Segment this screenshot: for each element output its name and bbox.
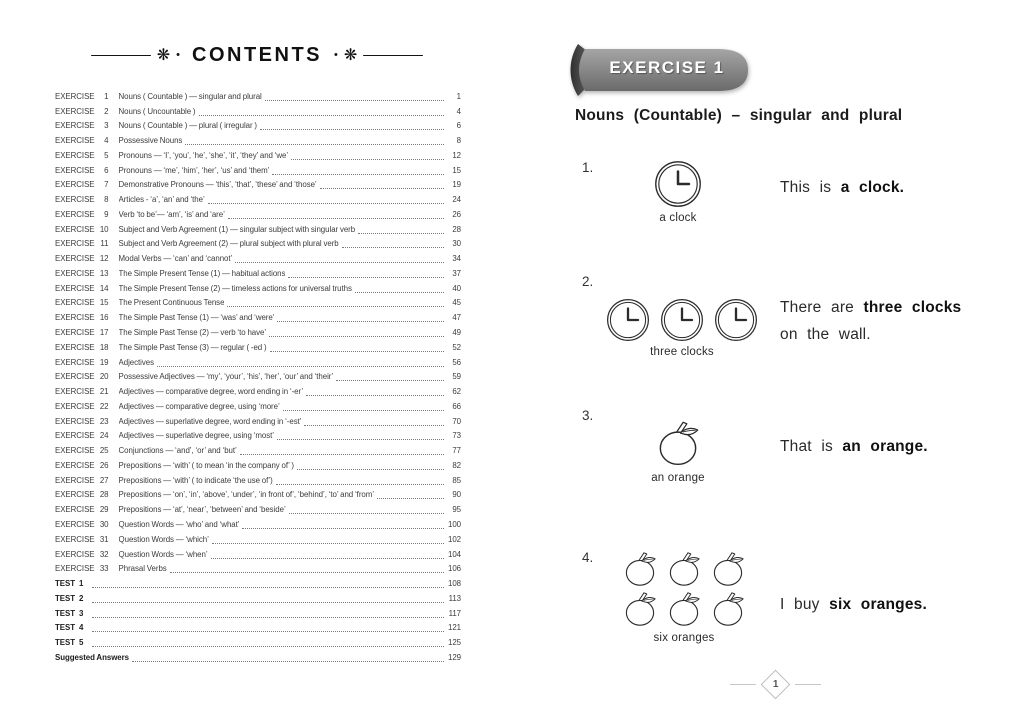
dotted-leader (306, 387, 444, 396)
clock-icon (714, 298, 758, 342)
toc-exercise-title: The Present Continuous Tense (118, 298, 225, 308)
sentence-bold-text: a clock. (840, 179, 905, 196)
toc-exercise-row (55, 560, 461, 575)
orange-icon (663, 588, 705, 628)
toc-exercise-label: EXERCISE (55, 298, 95, 308)
exercise-banner-label: EXERCISE 1 (609, 58, 725, 77)
dotted-leader (170, 564, 444, 573)
toc-page-number: 90 (452, 490, 461, 500)
figure-caption: six oranges (653, 632, 715, 644)
dotted-leader (92, 579, 444, 588)
toc-exercise-label: EXERCISE (55, 342, 95, 352)
dotted-leader (276, 476, 444, 485)
toc-exercise-title: Possessive Nouns (118, 136, 183, 146)
toc-exercise-row (55, 205, 461, 220)
toc-exercise-title: Question Words — ‘which’ (118, 534, 209, 544)
toc-exercise-row (55, 353, 461, 368)
toc-page-number: 47 (452, 313, 461, 323)
lesson-heading: Nouns (Countable) – singular and plural (575, 107, 903, 124)
toc-exercise-number: 1 (104, 91, 109, 101)
toc-test-row (55, 574, 461, 589)
toc-exercise-row (55, 530, 461, 545)
toc-exercise-number: 27 (99, 475, 109, 485)
toc-exercise-number: 2 (104, 106, 109, 116)
toc-page-number: 70 (452, 416, 461, 426)
page-number-diamond (761, 670, 791, 700)
toc-exercise-title: The Simple Present Tense (1) — habitual actions (118, 268, 286, 278)
toc-page-number: 19 (452, 180, 461, 190)
toc-exercise-label: EXERCISE (55, 224, 95, 234)
toc-exercise-title: Adjectives — superlative degree, using ‘most’ (118, 431, 274, 441)
toc-page-number: 59 (452, 372, 461, 382)
exercise-item-1 (580, 158, 1018, 266)
figure-three-clocks (598, 298, 766, 358)
toc-exercise-number: 23 (99, 416, 109, 426)
toc-answers-label: Suggested Answers (55, 652, 129, 662)
toc-exercise-title: Subject and Verb Agreement (2) — plural subject with plural verb (118, 239, 339, 249)
toc-page-number: 8 (456, 136, 461, 146)
page-number: 1 (772, 679, 779, 690)
toc-exercise-number: 31 (99, 534, 109, 544)
toc-page-number: 49 (452, 328, 461, 338)
toc-exercise-label: EXERCISE (55, 357, 95, 367)
dotted-leader (157, 358, 444, 367)
figure-icons (636, 160, 720, 208)
dotted-leader (320, 180, 444, 189)
dotted-leader (272, 166, 444, 175)
toc-page-number: 1 (456, 91, 461, 101)
toc-test-label: TEST (55, 593, 75, 603)
toc-test-label: TEST (55, 638, 75, 648)
toc-test-number: 2 (79, 593, 84, 603)
dotted-leader (240, 446, 444, 455)
toc-exercise-row (55, 500, 461, 515)
toc-exercise-label: EXERCISE (55, 136, 95, 146)
toc-exercise-label: EXERCISE (55, 239, 95, 249)
sentence-text: This is (780, 179, 841, 196)
figure-caption: three clocks (650, 346, 714, 358)
toc-exercise-title: Adjectives (118, 357, 154, 367)
toc-exercise-title: Prepositions — ‘with’ ( to indicate ‘the use of’) (118, 475, 273, 485)
sentence-bold-text: three clocks (863, 299, 962, 316)
toc-exercise-row (55, 294, 461, 309)
dot-ornament-icon: • (334, 49, 338, 61)
toc-exercise-row (55, 117, 461, 132)
orange-icon (707, 548, 749, 588)
toc-exercise-row (55, 131, 461, 146)
snowflake-ornament-icon: ❋ (156, 46, 171, 64)
sentence-bold-text: an orange. (842, 438, 928, 455)
item-number: 1. (582, 160, 594, 175)
toc-exercise-number: 29 (99, 505, 109, 515)
toc-exercise-row (55, 308, 461, 323)
orange-icon (663, 548, 705, 588)
toc-exercise-title: Conjunctions — ‘and’, ‘or’ and ‘but’ (118, 446, 237, 456)
dotted-leader (269, 328, 444, 337)
dotted-leader (342, 239, 444, 248)
toc-exercise-label: EXERCISE (55, 387, 95, 397)
toc-exercise-label: EXERCISE (55, 564, 95, 574)
ornament-line-left (91, 55, 151, 57)
toc-exercise-number: 24 (99, 431, 109, 441)
exercise-item-4 (580, 548, 1018, 676)
toc-exercise-number: 10 (99, 224, 109, 234)
toc-test-label: TEST (55, 608, 75, 618)
toc-exercise-number: 32 (99, 549, 109, 559)
toc-exercise-title: Nouns ( Countable ) — singular and plural (118, 91, 262, 101)
toc-exercise-row (55, 249, 461, 264)
toc-exercise-title: Modal Verbs — ‘can’ and ‘cannot’ (118, 254, 233, 264)
example-sentence (780, 294, 1018, 348)
page-number-line-right (795, 684, 821, 685)
toc-page-number: 30 (452, 239, 461, 249)
toc-test-label: TEST (55, 623, 75, 633)
toc-exercise-row (55, 190, 461, 205)
example-sentence (780, 433, 1018, 460)
toc-answers-row (55, 648, 461, 663)
toc-exercise-number: 26 (99, 460, 109, 470)
toc-exercise-title: Adjectives — comparative degree, word ending in ‘-er’ (118, 387, 304, 397)
toc-exercise-row (55, 471, 461, 486)
toc-test-number: 1 (79, 579, 84, 589)
dotted-leader (208, 195, 444, 204)
dotted-leader (291, 151, 444, 160)
toc-exercise-label: EXERCISE (55, 519, 95, 529)
toc-exercise-title: Phrasal Verbs (118, 564, 167, 574)
toc-exercise-row (55, 412, 461, 427)
ornament-line-right (363, 55, 423, 57)
sentence-bold-text: six oranges. (829, 596, 927, 613)
item-number: 3. (582, 408, 594, 423)
exercise-banner (562, 42, 754, 98)
toc-exercise-row (55, 161, 461, 176)
sentence-text: on the wall. (780, 326, 871, 343)
figure-six-oranges (614, 548, 754, 644)
toc-exercise-row (55, 220, 461, 235)
figure-caption: an orange (651, 472, 705, 484)
toc-exercise-number: 11 (100, 239, 109, 249)
sentence-text: There are (780, 299, 864, 316)
dotted-leader (227, 298, 444, 307)
toc-page-number: 56 (452, 357, 461, 367)
orange-icon (619, 588, 661, 628)
toc-exercise-number: 7 (104, 180, 109, 190)
toc-page-number: 37 (452, 268, 461, 278)
dotted-leader (212, 535, 444, 544)
toc-exercise-number: 13 (99, 268, 109, 278)
toc-test-row (55, 589, 461, 604)
toc-exercise-number: 20 (99, 372, 109, 382)
toc-exercise-label: EXERCISE (55, 475, 95, 485)
figure-clock (636, 160, 720, 224)
item-number: 2. (582, 274, 594, 289)
toc-test-row (55, 633, 461, 648)
toc-exercise-title: Prepositions — ‘at’, ‘near’, ‘between’ and ‘beside’ (118, 505, 286, 515)
figure-icons (614, 548, 754, 628)
figure-orange (634, 416, 722, 484)
toc-exercise-title: Pronouns — ‘I’, ‘you’, ‘he’, ‘she’, ‘it’, ‘they’ and ‘we’ (118, 150, 289, 160)
dotted-leader (283, 402, 444, 411)
dotted-leader (185, 136, 444, 145)
dotted-leader (211, 550, 444, 559)
toc-exercise-number: 30 (99, 519, 109, 529)
example-sentence (780, 591, 1018, 618)
toc-page-number: 121 (447, 623, 461, 633)
toc-exercise-label: EXERCISE (55, 505, 95, 515)
toc-exercise-row (55, 323, 461, 338)
toc-exercise-title: Possessive Adjectives — ‘my’, ‘your’, ‘his’, ‘her’, ‘our’ and ‘their’ (118, 372, 334, 382)
toc-list (55, 87, 461, 663)
toc-page-number: 45 (452, 298, 461, 308)
toc-exercise-title: Articles - ‘a’, ‘an’ and ‘the’ (118, 195, 205, 205)
toc-exercise-label: EXERCISE (55, 460, 95, 470)
toc-exercise-number: 8 (104, 195, 109, 205)
toc-exercise-title: Demonstrative Pronouns — ‘this’, ‘that’, ‘these’ and ‘those’ (118, 180, 317, 190)
clock-icon (606, 298, 650, 342)
toc-exercise-title: Question Words — ‘who’ and ‘what’ (118, 519, 240, 529)
dotted-leader (199, 107, 444, 116)
toc-page-number: 26 (452, 209, 461, 219)
dotted-leader (289, 505, 444, 514)
dotted-leader (92, 638, 444, 647)
dotted-leader (260, 121, 444, 130)
toc-exercise-title: Verb ‘to be’— ‘am’, ‘is’ and ‘are’ (118, 209, 225, 219)
toc-exercise-row (55, 235, 461, 250)
toc-exercise-number: 22 (99, 401, 109, 411)
sentence-text: I buy (780, 596, 830, 613)
toc-page-number: 117 (448, 608, 461, 618)
dotted-leader (288, 269, 444, 278)
toc-exercise-label: EXERCISE (55, 490, 95, 500)
toc-exercise-number: 15 (99, 298, 109, 308)
figure-icons (634, 416, 722, 468)
toc-exercise-title: Question Words — ‘when’ (118, 549, 208, 559)
toc-exercise-row (55, 456, 461, 471)
toc-exercise-title: Prepositions — ‘on’, ‘in’, ‘above’, ‘under’, ‘in front of’, ‘behind’, ‘to’ and ‘from’ (118, 490, 374, 500)
toc-exercise-row (55, 397, 461, 412)
toc-page-number: 34 (452, 254, 461, 264)
dotted-leader (277, 431, 444, 440)
page-number-line-left (730, 684, 756, 685)
exercise-item-2 (580, 272, 1018, 396)
toc-exercise-number: 3 (104, 121, 109, 131)
orange-icon (651, 416, 705, 468)
toc-exercise-label: EXERCISE (55, 446, 95, 456)
toc-page-number: 125 (447, 638, 461, 648)
toc-exercise-number: 25 (99, 446, 109, 456)
toc-exercise-label: EXERCISE (55, 416, 95, 426)
orange-icon (707, 588, 749, 628)
toc-page-number: 28 (452, 224, 461, 234)
toc-exercise-number: 16 (99, 313, 109, 323)
dotted-leader (265, 92, 444, 101)
toc-exercise-row (55, 515, 461, 530)
toc-exercise-title: The Simple Past Tense (3) — regular ( -ed ) (118, 342, 267, 352)
dotted-leader (242, 520, 444, 529)
toc-exercise-title: Nouns ( Uncountable ) (118, 106, 196, 116)
toc-exercise-row (55, 486, 461, 501)
toc-exercise-label: EXERCISE (55, 283, 95, 293)
toc-exercise-label: EXERCISE (55, 534, 95, 544)
toc-exercise-label: EXERCISE (55, 549, 95, 559)
toc-exercise-title: Adjectives — superlative degree, word ending in ‘-est’ (118, 416, 302, 426)
toc-exercise-row (55, 368, 461, 383)
toc-exercise-row (55, 545, 461, 560)
dotted-leader (355, 284, 444, 293)
toc-page-number: 129 (447, 652, 461, 662)
contents-title: CONTENTS (192, 44, 322, 66)
toc-exercise-label: EXERCISE (55, 431, 95, 441)
toc-exercise-number: 14 (99, 283, 109, 293)
toc-exercise-label: EXERCISE (55, 313, 95, 323)
toc-page-number: 82 (452, 460, 461, 470)
toc-page-number: 106 (447, 564, 461, 574)
figure-icons (598, 298, 766, 342)
toc-page-number: 108 (447, 579, 461, 589)
toc-exercise-number: 21 (99, 387, 109, 397)
snowflake-ornament-icon: ❋ (343, 46, 358, 64)
toc-exercise-number: 19 (99, 357, 109, 367)
dotted-leader (92, 594, 444, 603)
toc-page-number: 52 (452, 342, 461, 352)
toc-test-label: TEST (55, 579, 75, 589)
toc-exercise-label: EXERCISE (55, 106, 95, 116)
toc-exercise-row (55, 87, 461, 102)
toc-page-number: 85 (452, 475, 461, 485)
toc-exercise-number: 18 (99, 342, 109, 352)
toc-page-number: 77 (452, 446, 461, 456)
toc-page-number: 102 (447, 534, 461, 544)
toc-exercise-label: EXERCISE (55, 165, 95, 175)
dotted-leader (358, 225, 444, 234)
toc-test-row (55, 604, 461, 619)
toc-page-number: 113 (448, 593, 461, 603)
toc-exercise-row (55, 382, 461, 397)
toc-exercise-number: 4 (104, 136, 109, 146)
dotted-leader (304, 417, 444, 426)
toc-exercise-row (55, 264, 461, 279)
toc-exercise-label: EXERCISE (55, 209, 95, 219)
toc-page-number: 100 (447, 519, 461, 529)
toc-exercise-title: Nouns ( Countable ) — plural ( irregular ) (118, 121, 257, 131)
toc-exercise-row (55, 146, 461, 161)
toc-page-number: 95 (452, 505, 461, 515)
toc-exercise-number: 5 (104, 150, 109, 160)
toc-exercise-number: 9 (104, 209, 109, 219)
clock-icon (654, 160, 702, 208)
dotted-leader (92, 623, 444, 632)
toc-page-number: 62 (452, 387, 461, 397)
toc-exercise-number: 28 (99, 490, 109, 500)
toc-exercise-title: The Simple Past Tense (1) — ‘was’ and ‘were’ (118, 313, 275, 323)
toc-exercise-label: EXERCISE (55, 91, 95, 101)
toc-exercise-number: 17 (99, 328, 109, 338)
toc-test-number: 4 (79, 623, 84, 633)
toc-exercise-title: Prepositions — ‘with’ ( to mean ‘in the company of’ ) (118, 460, 294, 470)
toc-page-number: 104 (447, 549, 461, 559)
sentence-text: That is (780, 438, 843, 455)
toc-page-number: 24 (452, 195, 461, 205)
orange-icon (619, 548, 661, 588)
toc-exercise-number: 6 (104, 165, 109, 175)
dotted-leader (270, 343, 444, 352)
toc-exercise-label: EXERCISE (55, 328, 95, 338)
dotted-leader (377, 490, 444, 499)
toc-exercise-label: EXERCISE (55, 254, 95, 264)
toc-page-number: 6 (456, 121, 461, 131)
example-sentence (780, 174, 1018, 201)
toc-test-number: 3 (79, 608, 84, 618)
toc-exercise-title: Pronouns — ‘me’, ‘him’, ‘her’, ‘us’ and ‘them’ (118, 165, 270, 175)
dotted-leader (92, 609, 444, 618)
toc-test-number: 5 (79, 638, 84, 648)
toc-exercise-label: EXERCISE (55, 372, 95, 382)
toc-page-number: 40 (452, 283, 461, 293)
toc-exercise-row (55, 102, 461, 117)
toc-exercise-title: The Simple Past Tense (2) — verb ‘to have’ (118, 328, 267, 338)
toc-exercise-label: EXERCISE (55, 180, 95, 190)
dotted-leader (235, 254, 444, 263)
toc-exercise-label: EXERCISE (55, 150, 95, 160)
toc-exercise-row (55, 427, 461, 442)
toc-exercise-row (55, 338, 461, 353)
contents-header (52, 44, 462, 67)
toc-exercise-number: 12 (99, 254, 109, 264)
toc-exercise-title: The Simple Present Tense (2) — timeless actions for universal truths (118, 283, 352, 293)
toc-page-number: 73 (452, 431, 461, 441)
toc-page-number: 12 (452, 150, 461, 160)
dotted-leader (336, 372, 444, 381)
clock-icon (660, 298, 704, 342)
exercise-item-3 (580, 406, 1018, 538)
dotted-leader (228, 210, 444, 219)
dotted-leader (277, 313, 444, 322)
toc-exercise-label: EXERCISE (55, 195, 95, 205)
toc-exercise-number: 33 (99, 564, 109, 574)
toc-exercise-label: EXERCISE (55, 121, 95, 131)
toc-exercise-title: Subject and Verb Agreement (1) — singular subject with singular verb (118, 224, 356, 234)
toc-test-row (55, 619, 461, 634)
toc-exercise-title: Adjectives — comparative degree, using ‘more’ (118, 401, 280, 411)
dotted-leader (132, 653, 444, 662)
item-number: 4. (582, 550, 594, 565)
toc-exercise-label: EXERCISE (55, 268, 95, 278)
toc-page-number: 4 (456, 106, 461, 116)
toc-exercise-label: EXERCISE (55, 401, 95, 411)
toc-exercise-row (55, 279, 461, 294)
dotted-leader (297, 461, 444, 470)
page-number-ornament (730, 674, 821, 695)
figure-caption: a clock (659, 212, 697, 224)
toc-page-number: 15 (452, 165, 461, 175)
toc-exercise-row (55, 176, 461, 191)
dot-ornament-icon: • (176, 49, 180, 61)
toc-exercise-row (55, 441, 461, 456)
toc-page-number: 66 (452, 401, 461, 411)
